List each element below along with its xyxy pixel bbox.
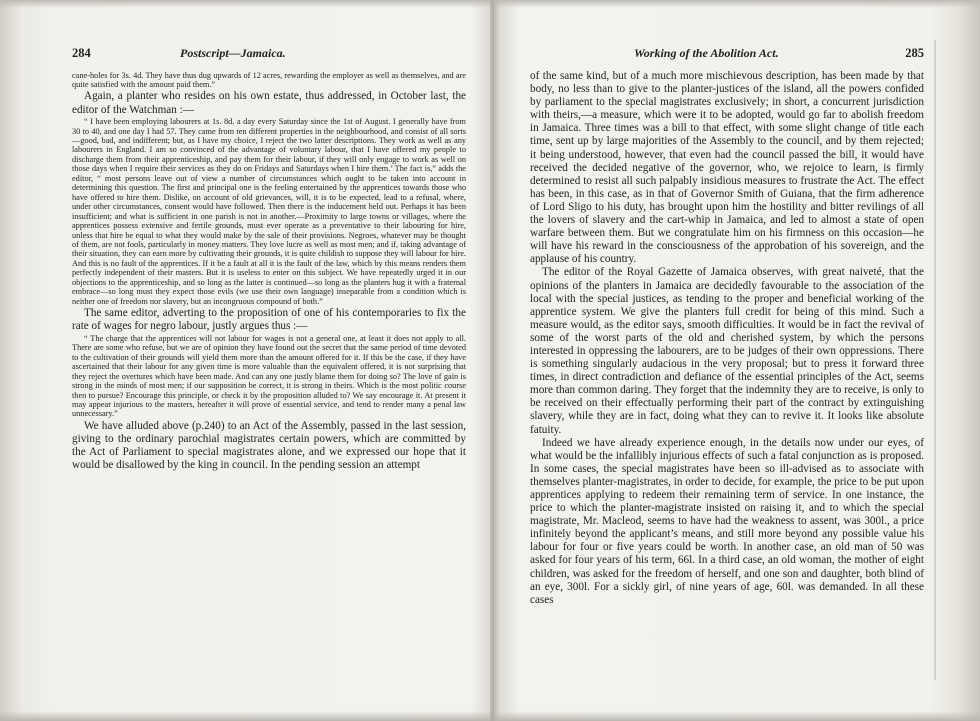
body-paragraph: Again, a planter who resides on his own estate, thus addressed, in October last, the editor of the Watchman :— (72, 90, 466, 116)
quote-paragraph: cane-holes for 3s. 4d. They have thus dug upwards of 12 acres, rewarding the employer as well as themselves, and are quite satisfied with the amount paid them.” (72, 70, 466, 89)
right-page-text (530, 70, 924, 607)
body-paragraph: Indeed we have already experience enough, in the details now under our eyes, of what would be the infallibly injurious effects of such a fatal conjunction as is proposed. In some cases, the special magistrates have been so ill-advised as to associate with themselves planter-magistrates, in order to decide, for example, the price to be put upon apprentices applying to redeem their remaining term of service. In one instance, the price to which the planter-magistrate insisted on raising it, and to which the special magistrate, Mr. Macleod, seems to have had the weakness to assent, was 300l., a price infinitely beyond the applicant’s means, and still more beyond any possible value his labour for four or five years could be worth. In another case, an old man of 50 was asked for four years of his term, 66l. In a third case, an old woman, the mother of eight children, was asked for the freedom of herself, and one son and daughter, both blind of an eye, 300l. For a sickly girl, of nine years of age, 60l. was demanded. In all these cases (530, 436, 924, 606)
left-page-number: 284 (72, 46, 91, 60)
left-running-title: Postscript—Jamaica. (180, 46, 286, 60)
quote-paragraph: “ I have been employing labourers at 1s. 8d. a day every Saturday since the 1st of August. I generally have from 30 to 40, and one day I had 57. They came from ten different properties in the neighbourhood, and consist of all sorts—good, bad, and indifferent; but, as I have my choice, I reject the two latter descriptions. They work as well as any labourers in England. I am so convinced of the advantage of voluntary labour, that I have offered my people to discharge them from their apprenticeship, and pay them for their labour, if they will only engage to work as well on those days when I require their services as they do on Fridays and Saturdays when I hire them.’ The fact is,” adds the editor, “ most persons leave out of view a number of circumstances which ought to be taken into account in determining this question. The first and principal one is the feeling entertained by the apprentices towards those who have offered to hire them. Dislike, on account of old grievances, will, it is to be expected, lead to a refusal, where, under other circumstances, consent would have followed. Then there is the inducement held out. Perhaps it has been insufficient; and what is sufficient in one parish is not in another.—Proximity to large towns or villages, where the apprentices possess extensive and fertile grounds, must ever operate as a preventative to their labouring for hire, unless that hire be equal to what they would make by the sale of their provisions. Negroes, whatever may be thought of them, are not fools, particularly in money matters. They love lucre as well as most men; and if, taking advantage of their situation, they can earn more by cultivating their grounds, it is quite childish to suppose they will labour for hire. And this is no fault of the apprentices. If it be a fault at all it is the fault of the law, which by this means renders them perfectly independent of their masters. But it is useless to enter on this subject. We have repeatedly urged it in our objections to the apprenticeship, and so long as the latter is continued—so long as the planters hug it with a fraternal embrace—so long must they expect those evils (we use their own language) inseparable from a condition which is neither one of freedom nor slavery, but an incongruous compound of both.” (72, 117, 466, 306)
right-page (530, 40, 924, 700)
body-paragraph: of the same kind, but of a much more mischievous description, has been made by that body, no less than to give to the planter-justices of the island, all the powers confided by parliament to the special magistrates exclusively; in short, a concurrent jurisdiction with theirs,—a measure, which were it to be adopted, would go far to abolish freedom in Jamaica. Three times was a bill to that effect, with some slight change of title each time, sent up by large majorities of the Assembly to the council, and by them rejected; it being understood, however, that even had the council passed the bill, it would have received the decided negative of the governor, who, we rejoice to learn, is firmly determined to resist all such palpably insidious measures to frustrate the Act. The effect has been, in this case, as in that of Governor Smith of Guiana, that the firm adherence of Lord Sligo to his duty, has brought upon him the hostility and bitter revilings of all the lovers of slavery and the cart-whip in Jamaica, and led to almost a state of open warfare between them. But we congratulate him on his firmness on this occasion—he will have his reward in the consciousness of the approbation of his sovereign, and the applause of his country. (530, 70, 924, 266)
body-paragraph: The same editor, adverting to the proposition of one of his contemporaries to fix the rate of wages for negro labour, justly argues thus :— (72, 307, 466, 333)
body-paragraph: The editor of the Royal Gazette of Jamaica observes, with great naiveté, that the opinions of the planters in Jamaica are decidedly favourable to the association of the local with the special justices, as tending to the proper and beneficial working of the apprentice system. We give the planters full credit for being of this mind. Such a measure would, as the editor says, smooth difficulties. It would be in fact the revival of some of the worst parts of the old and cherished system, by which the persons interested in oppressing the labourers, are to be judges of their own oppressions. There is something singularly audacious in the very proposal; but to press it forward three times, in direct contradiction and defiance of the essential principles of the Act, seems more than common daring. They forget that the indemnity they are to receive, is only to be received on their effectually performing their part of the contract by extinguishing slavery, while they are in fact, doing what they can to revive it. It looks like absolute fatuity. (530, 266, 924, 436)
body-paragraph: We have alluded above (p.240) to an Act of the Assembly, passed in the last session, giving to the ordinary parochial magistrates certain powers, which are committed by the Act of Parliament to special magistrates alone, and we expressed our hope that it would be disallowed by the king in council. In the pending session an attempt (72, 419, 466, 472)
right-running-title: Working of the Abolition Act. (634, 46, 779, 60)
right-page-number: 285 (905, 46, 924, 60)
scan-shadow (934, 40, 936, 680)
book-gutter (490, 0, 494, 721)
left-page (72, 40, 466, 700)
left-page-text (72, 70, 466, 472)
quote-paragraph: “ The charge that the apprentices will not labour for wages is not a general one, at least it does not apply to all. There are some who refuse, but we are of opinion they have found out the secret that the same period of time devoted to the cultivation of their grounds will yield them more than the amount offered for it. If this be the case, if they have ascertained that their labour for any given time is more valuable than the equivalent offered, it is not surprising that they reject the overtures which have been made. And can any one justly blame them for doing so? The love of gain is strong in the minds of most men; if our supposition be correct, it is strong in theirs. Which is the most politic course then to pursue? Encourage this principle, or check it by the proposition alluded to? We say encourage it. At present it may appear injurious to the masters, hereafter it will prove of essential service, and tend to render many a penal law unnecessary.” (72, 333, 466, 419)
